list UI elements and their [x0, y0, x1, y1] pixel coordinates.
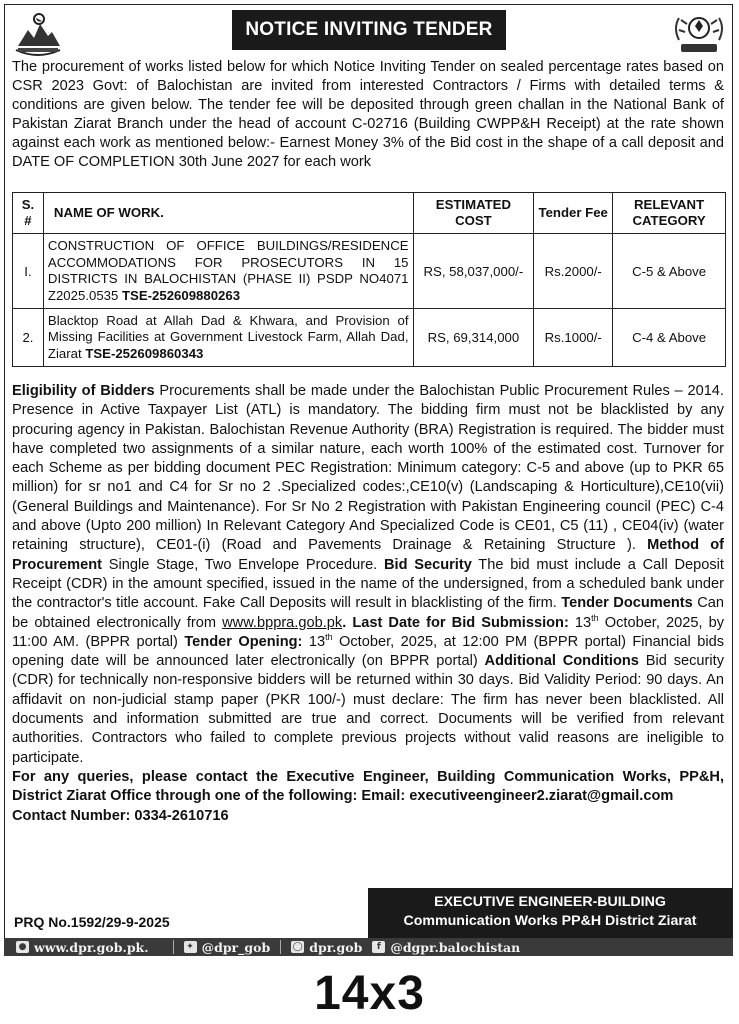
documents-text: Can be obtained electronically from — [12, 595, 725, 631]
notice-title: NOTICE INVITING TENDER — [232, 10, 506, 50]
opening-suffix: th — [325, 632, 333, 642]
row-estimated-cost: RS, 58,037,000/- — [413, 234, 534, 309]
work-description: CONSTRUCTION OF OFFICE BUILDINGS/RESIDENCE ACCOMMODATIONS FOR PROSECUTORS IN 15 DISTRICTS IN BALOCHISTAN (PHASE II) PSDP NO4071 Z2025.0535 — [47, 238, 409, 303]
footer-divider — [173, 940, 174, 954]
table-header-row — [13, 193, 726, 234]
header-category: RELEVANT CATEGORY — [613, 193, 726, 234]
opening-heading: Tender Opening: — [184, 633, 303, 650]
facebook-icon: f — [372, 941, 385, 953]
bppra-website-link[interactable]: www.bppra.gob.pk — [222, 614, 343, 631]
intro-paragraph: The procurement of works listed below for which Notice Inviting Tender on sealed percentage rates based on CSR 2023 Govt: of Balochistan are invited from interested Contractors / Firms with detailed terms & conditions are given below. The tender fee will be deposited through green challan in the National Bank of Pakistan Ziarat Branch under the head of account C-02716 (Building CWPP&H Receipt) at the rate shown against each work as mentioned below:- Earnest Money 3% of the Bid cost in the shape of a call deposit and DATE OF COMPLETION 30th June 2027 for each work — [12, 59, 724, 170]
crest-logo — [669, 10, 729, 58]
terms-body — [12, 382, 724, 826]
footer-instagram[interactable] — [291, 940, 362, 955]
tse-number: TSE-252609880263 — [122, 287, 241, 303]
footer-website-text: www.dpr.gob.pk. — [34, 939, 149, 955]
footer-website[interactable] — [16, 940, 149, 955]
work-description: Blacktop Road at Allah Dad & Khwara, and Provision of Missing Facilities at Government Livestock Farm, Allah Dad, Ziarat — [47, 312, 409, 361]
footer-twitter[interactable] — [184, 940, 271, 955]
row-tender-fee: Rs.1000/- — [534, 309, 613, 367]
security-heading: Bid Security — [383, 556, 472, 573]
opening-text: October, 2025, at 12:00 PM (BPPR portal) Financial bids opening date will be announced later electronically (on BPPR portal) — [12, 633, 724, 670]
header-work-name: NAME OF WORK. — [43, 193, 413, 234]
signature-block — [368, 888, 732, 938]
last-date-heading: . Last Date for Bid Submission: — [342, 614, 569, 631]
globe-icon: ● — [16, 941, 29, 953]
row-work-name — [43, 234, 413, 309]
security-text: The bid must include a Call Deposit Receipt (CDR) in the amount specified, issued in the name of the undersigned, from a scheduled bank under the contractor's title account. Fake Call Deposits will result in blacklisting of the firm. — [12, 556, 724, 612]
footer-twitter-text: @dpr_gob — [201, 939, 271, 955]
prq-number: PRQ No.1592/29-9-2025 — [14, 914, 170, 930]
table-row — [13, 309, 726, 367]
row-work-name — [43, 309, 413, 367]
eligibility-heading: Eligibility of Bidders — [12, 383, 155, 399]
footer-facebook[interactable] — [372, 940, 520, 955]
tse-number: TSE-252609860343 — [85, 345, 204, 361]
row-estimated-cost: RS, 69,314,000 — [413, 309, 534, 367]
row-category: C-4 & Above — [613, 309, 726, 367]
footer-facebook-text: @dgpr.balochistan — [390, 939, 521, 955]
eligibility-text: Procurements shall be made under the Balochistan Public Procurement Rules – 2014. Presence in Active Taxpayer List (ATL) is mandatory. The bidding firm must not be blacklisted by any procuring agency in Pakistan. Balochistan Revenue Authority (BRA) Registration is required. The bidder must have completed two assignments of a similar nature, each worth 100% of the estimated cost. Turnover for each Scheme as per bidding document PEC Registration: Minimum category: C-5 and above (up to PKR 65 million) for sr no1 and C4 for Sr no 2 .Specialized codes:,CE10(v) (Landscaping & Horticulture),CE10(vii) (General Buildings and Maintenance). For Sr No 2 Registration with Pakistan Engineering council (PEC) C-4 and above (Upto 200 million) In Relevant Category And Specialized Code is CE01, C5 (11) , CE04(iv) (water retaining structure), CE01-(i) (Road and Pavements Drainage & Retaining Structure ). — [12, 383, 724, 554]
balochistan-emblem-logo — [8, 10, 68, 58]
method-text: Single Stage, Two Envelope Procedure. — [102, 556, 384, 573]
twitter-icon: ✦ — [184, 941, 197, 953]
header-estimated-cost: ESTIMATED COST — [413, 193, 534, 234]
additional-text: Bid security (CDR) for technically non-responsive bidders will be returned within 30 days. Bid Validity Period: 90 days. An affidavit on non-judicial stamp paper (PKR 100/-) must declare: The firm has never been blacklisted. All documents and information submitted are true and correct. Documents will be verified from relevant authorities. Contractors who failed to complete previous projects without valid reasons are ineligible to participate. — [12, 653, 724, 766]
additional-heading: Additional Conditions — [484, 653, 639, 670]
signature-office: Communication Works PP&H District Ziarat — [403, 913, 697, 929]
row-category: C-5 & Above — [613, 234, 726, 309]
method-heading: Method of Procurement — [12, 537, 724, 573]
header-tender-fee: Tender Fee — [534, 193, 613, 234]
last-date-text: October, 2025, by 11:00 AM. (BPPR portal) — [12, 614, 725, 650]
queries-text: For any queries, please contact the Executive Engineer, Building Communication Works, PP&H, District Ziarat Office through one of the following: Email: executiveengineer2.ziarat@gmail.com — [12, 768, 724, 805]
ad-size-label: 14x3 — [314, 967, 425, 1020]
documents-heading: Tender Documents — [561, 595, 693, 612]
contact-number: Contact Number: 0334-2610716 — [12, 807, 229, 824]
row-serial: 2. — [13, 309, 44, 367]
opening-day: 13 — [302, 633, 326, 650]
instagram-icon: ◯ — [292, 942, 303, 952]
last-date-day: 13 — [568, 614, 592, 631]
row-tender-fee: Rs.2000/- — [534, 234, 613, 309]
footer-bar — [4, 938, 733, 956]
last-date-suffix: th — [591, 612, 599, 623]
footer-divider — [280, 940, 281, 954]
header-serial: S. # — [13, 193, 44, 234]
row-serial: I. — [13, 234, 44, 309]
works-table — [12, 192, 726, 367]
signature-title: EXECUTIVE ENGINEER-BUILDING — [434, 894, 666, 910]
table-row — [13, 234, 726, 309]
footer-instagram-text: dpr.gob — [309, 939, 363, 955]
